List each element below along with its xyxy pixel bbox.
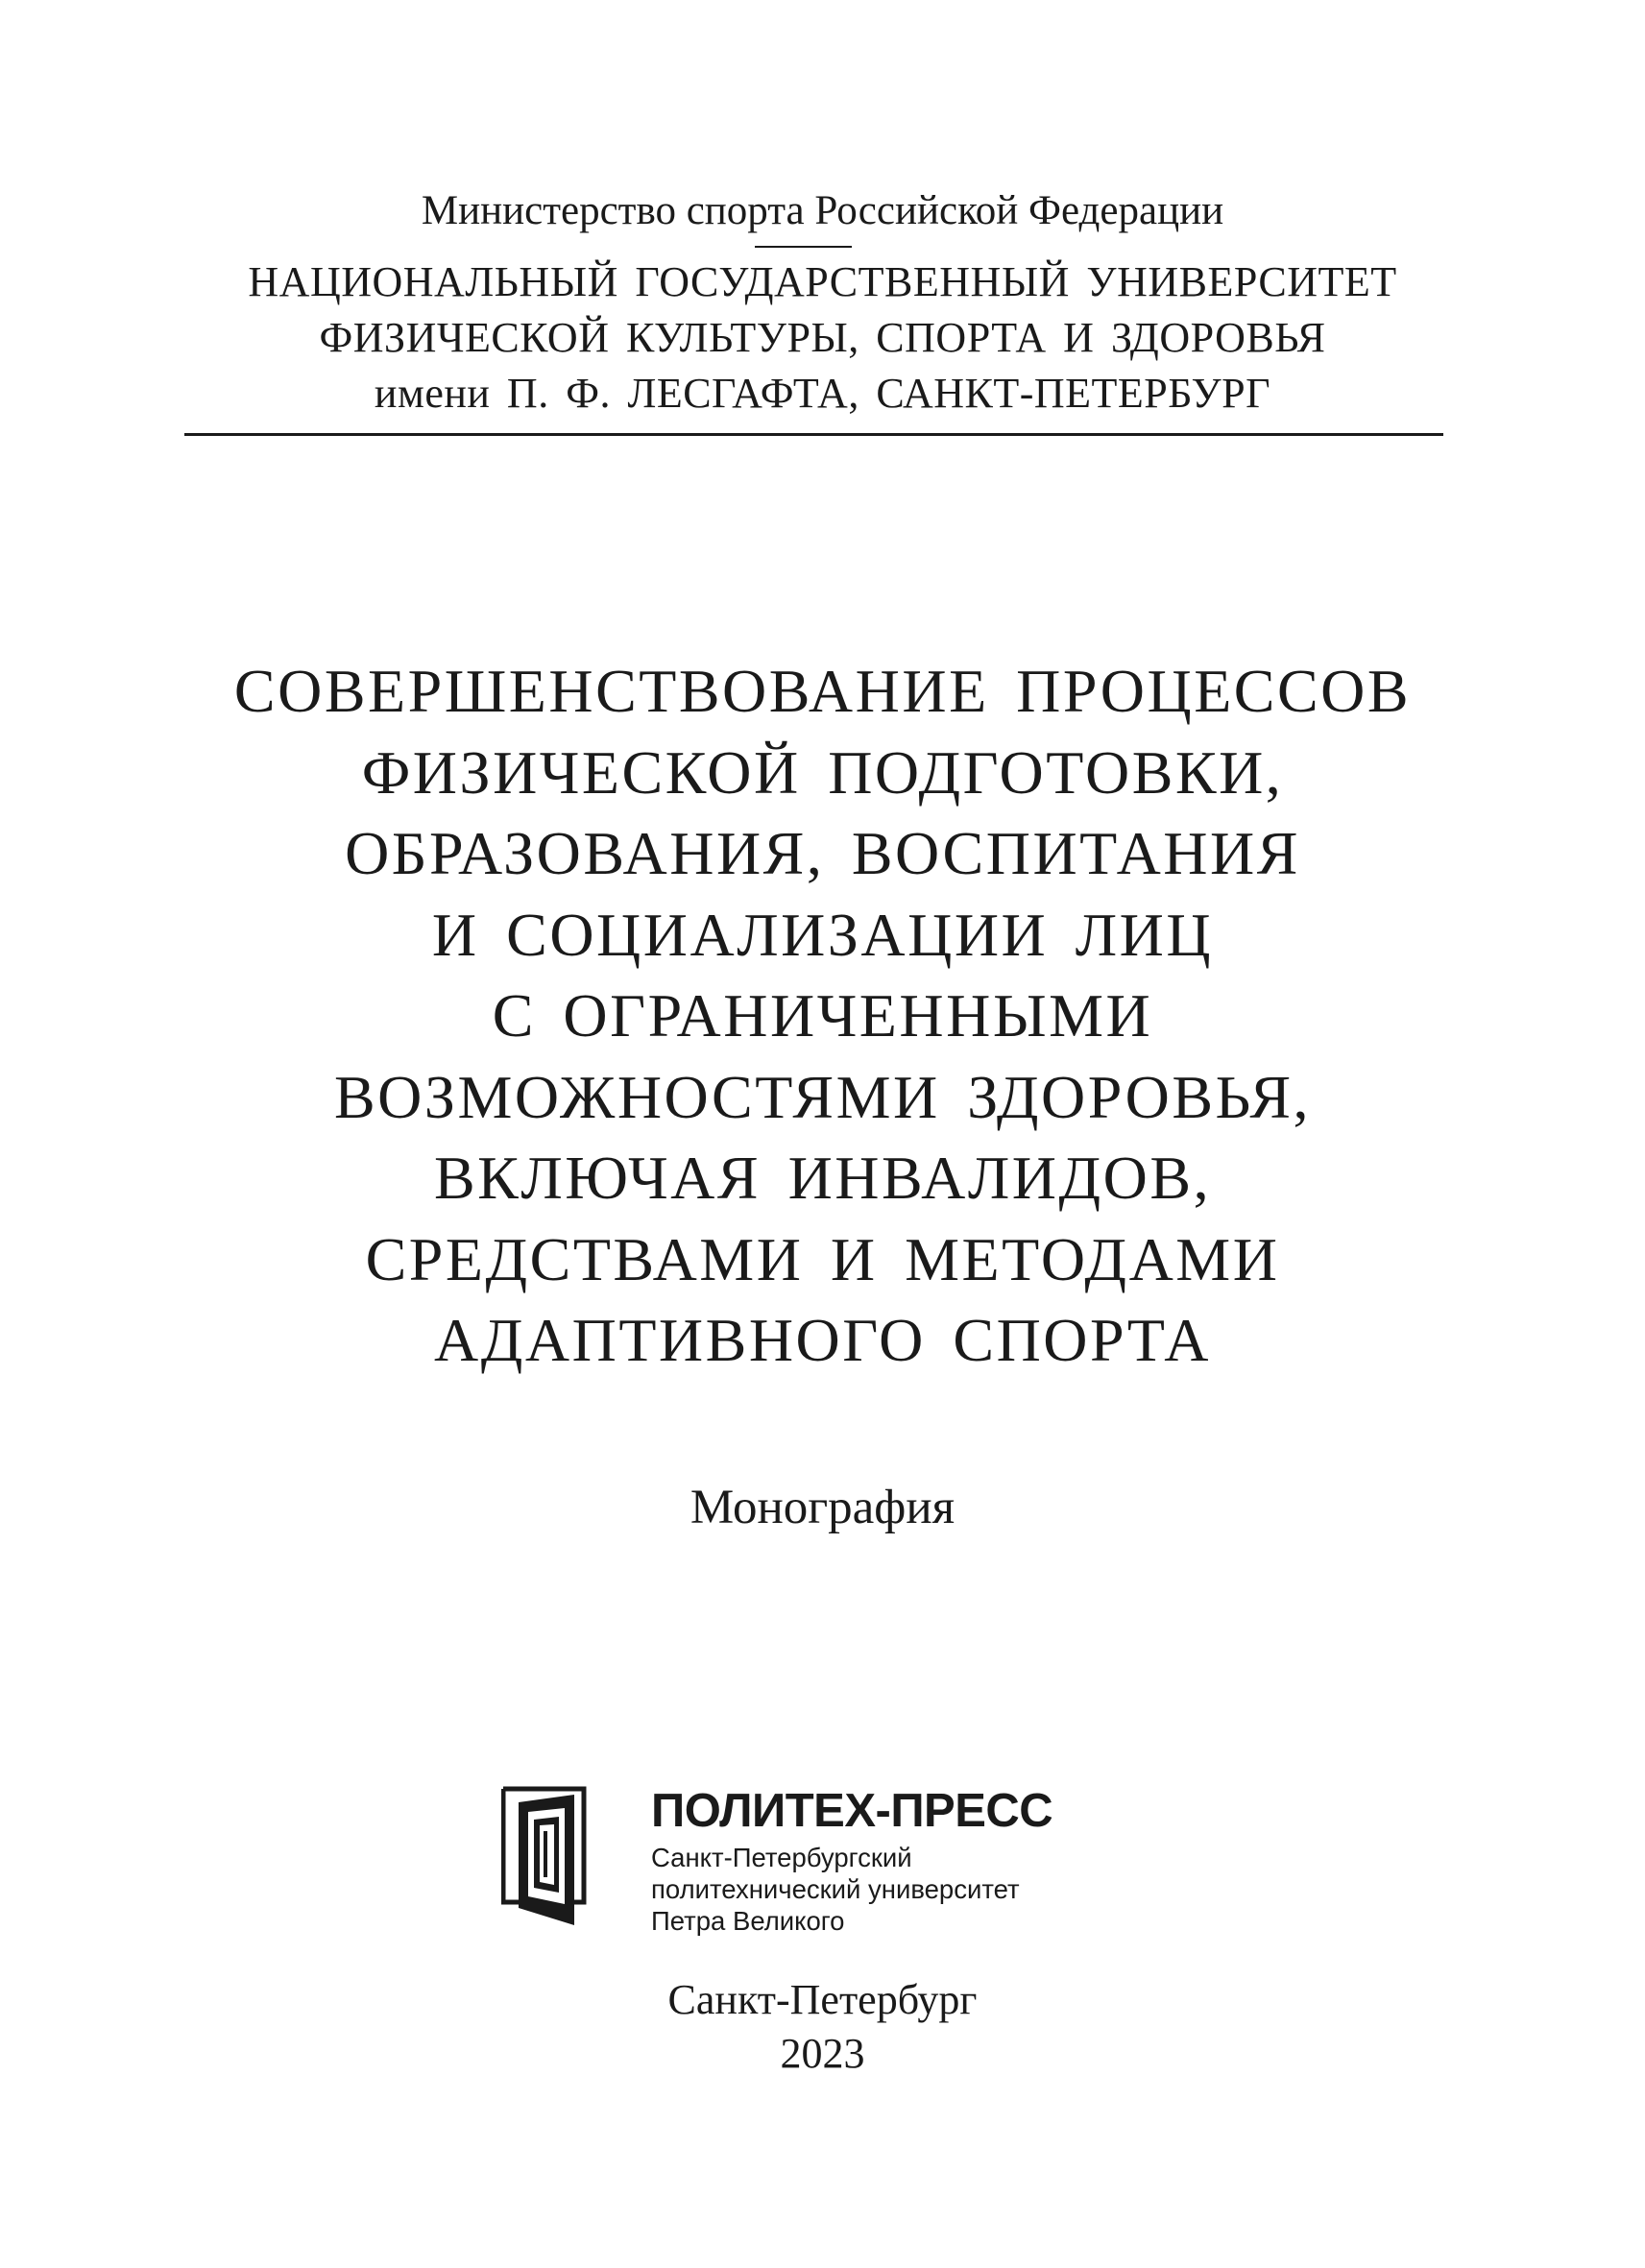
university-line-2: ФИЗИЧЕСКОЙ КУЛЬТУРЫ, СПОРТА И ЗДОРОВЬЯ xyxy=(319,314,1326,361)
title-line-6: ВОЗМОЖНОСТЯМИ ЗДОРОВЬЯ, xyxy=(333,1062,1312,1131)
book-logo-icon xyxy=(501,1785,593,1927)
title-line-5: С ОГРАНИЧЕННЫМИ xyxy=(492,981,1153,1050)
publisher-desc-line-3: Петра Великого xyxy=(651,1906,845,1936)
ministry-name: Министерство спорта Российской Федерации xyxy=(421,188,1224,233)
imprint-city: Санкт-Петербург xyxy=(667,1976,978,2023)
title-line-9: АДАПТИВНОГО СПОРТА xyxy=(434,1306,1211,1374)
publisher-name: ПОЛИТЕХ-ПРЕСС xyxy=(651,1785,1053,1837)
title-line-7: ВКЛЮЧАЯ ИНВАЛИДОВ, xyxy=(433,1144,1212,1212)
publisher-desc-line-2: политехнический университет xyxy=(651,1874,1020,1904)
book-title xyxy=(0,651,1645,1382)
university-line-3: имени П. Ф. ЛЕСГАФТА, САНКТ-ПЕТЕРБУРГ xyxy=(374,370,1271,417)
publisher-desc-line-1: Санкт-Петербургский xyxy=(651,1843,912,1872)
university-name xyxy=(0,254,1645,422)
header-divider xyxy=(184,433,1443,436)
title-line-4: И СОЦИАЛИЗАЦИИ ЛИЦ xyxy=(431,900,1214,969)
genre-label: Монография xyxy=(689,1481,956,1534)
title-line-3: ОБРАЗОВАНИЯ, ВОСПИТАНИЯ xyxy=(345,819,1300,887)
title-line-8: СРЕДСТВАМИ И МЕТОДАМИ xyxy=(365,1224,1280,1293)
short-divider xyxy=(755,246,852,248)
title-line-2: ФИЗИЧЕСКОЙ ПОДГОТОВКИ, xyxy=(361,737,1284,807)
university-line-1: НАЦИОНАЛЬНЫЙ ГОСУДАРСТВЕННЫЙ УНИВЕРСИТЕТ xyxy=(248,258,1397,305)
publisher-description xyxy=(651,1842,1020,1937)
imprint-year: 2023 xyxy=(780,2030,865,2077)
title-line-1: СОВЕРШЕНСТВОВАНИЕ ПРОЦЕССОВ xyxy=(233,657,1412,725)
